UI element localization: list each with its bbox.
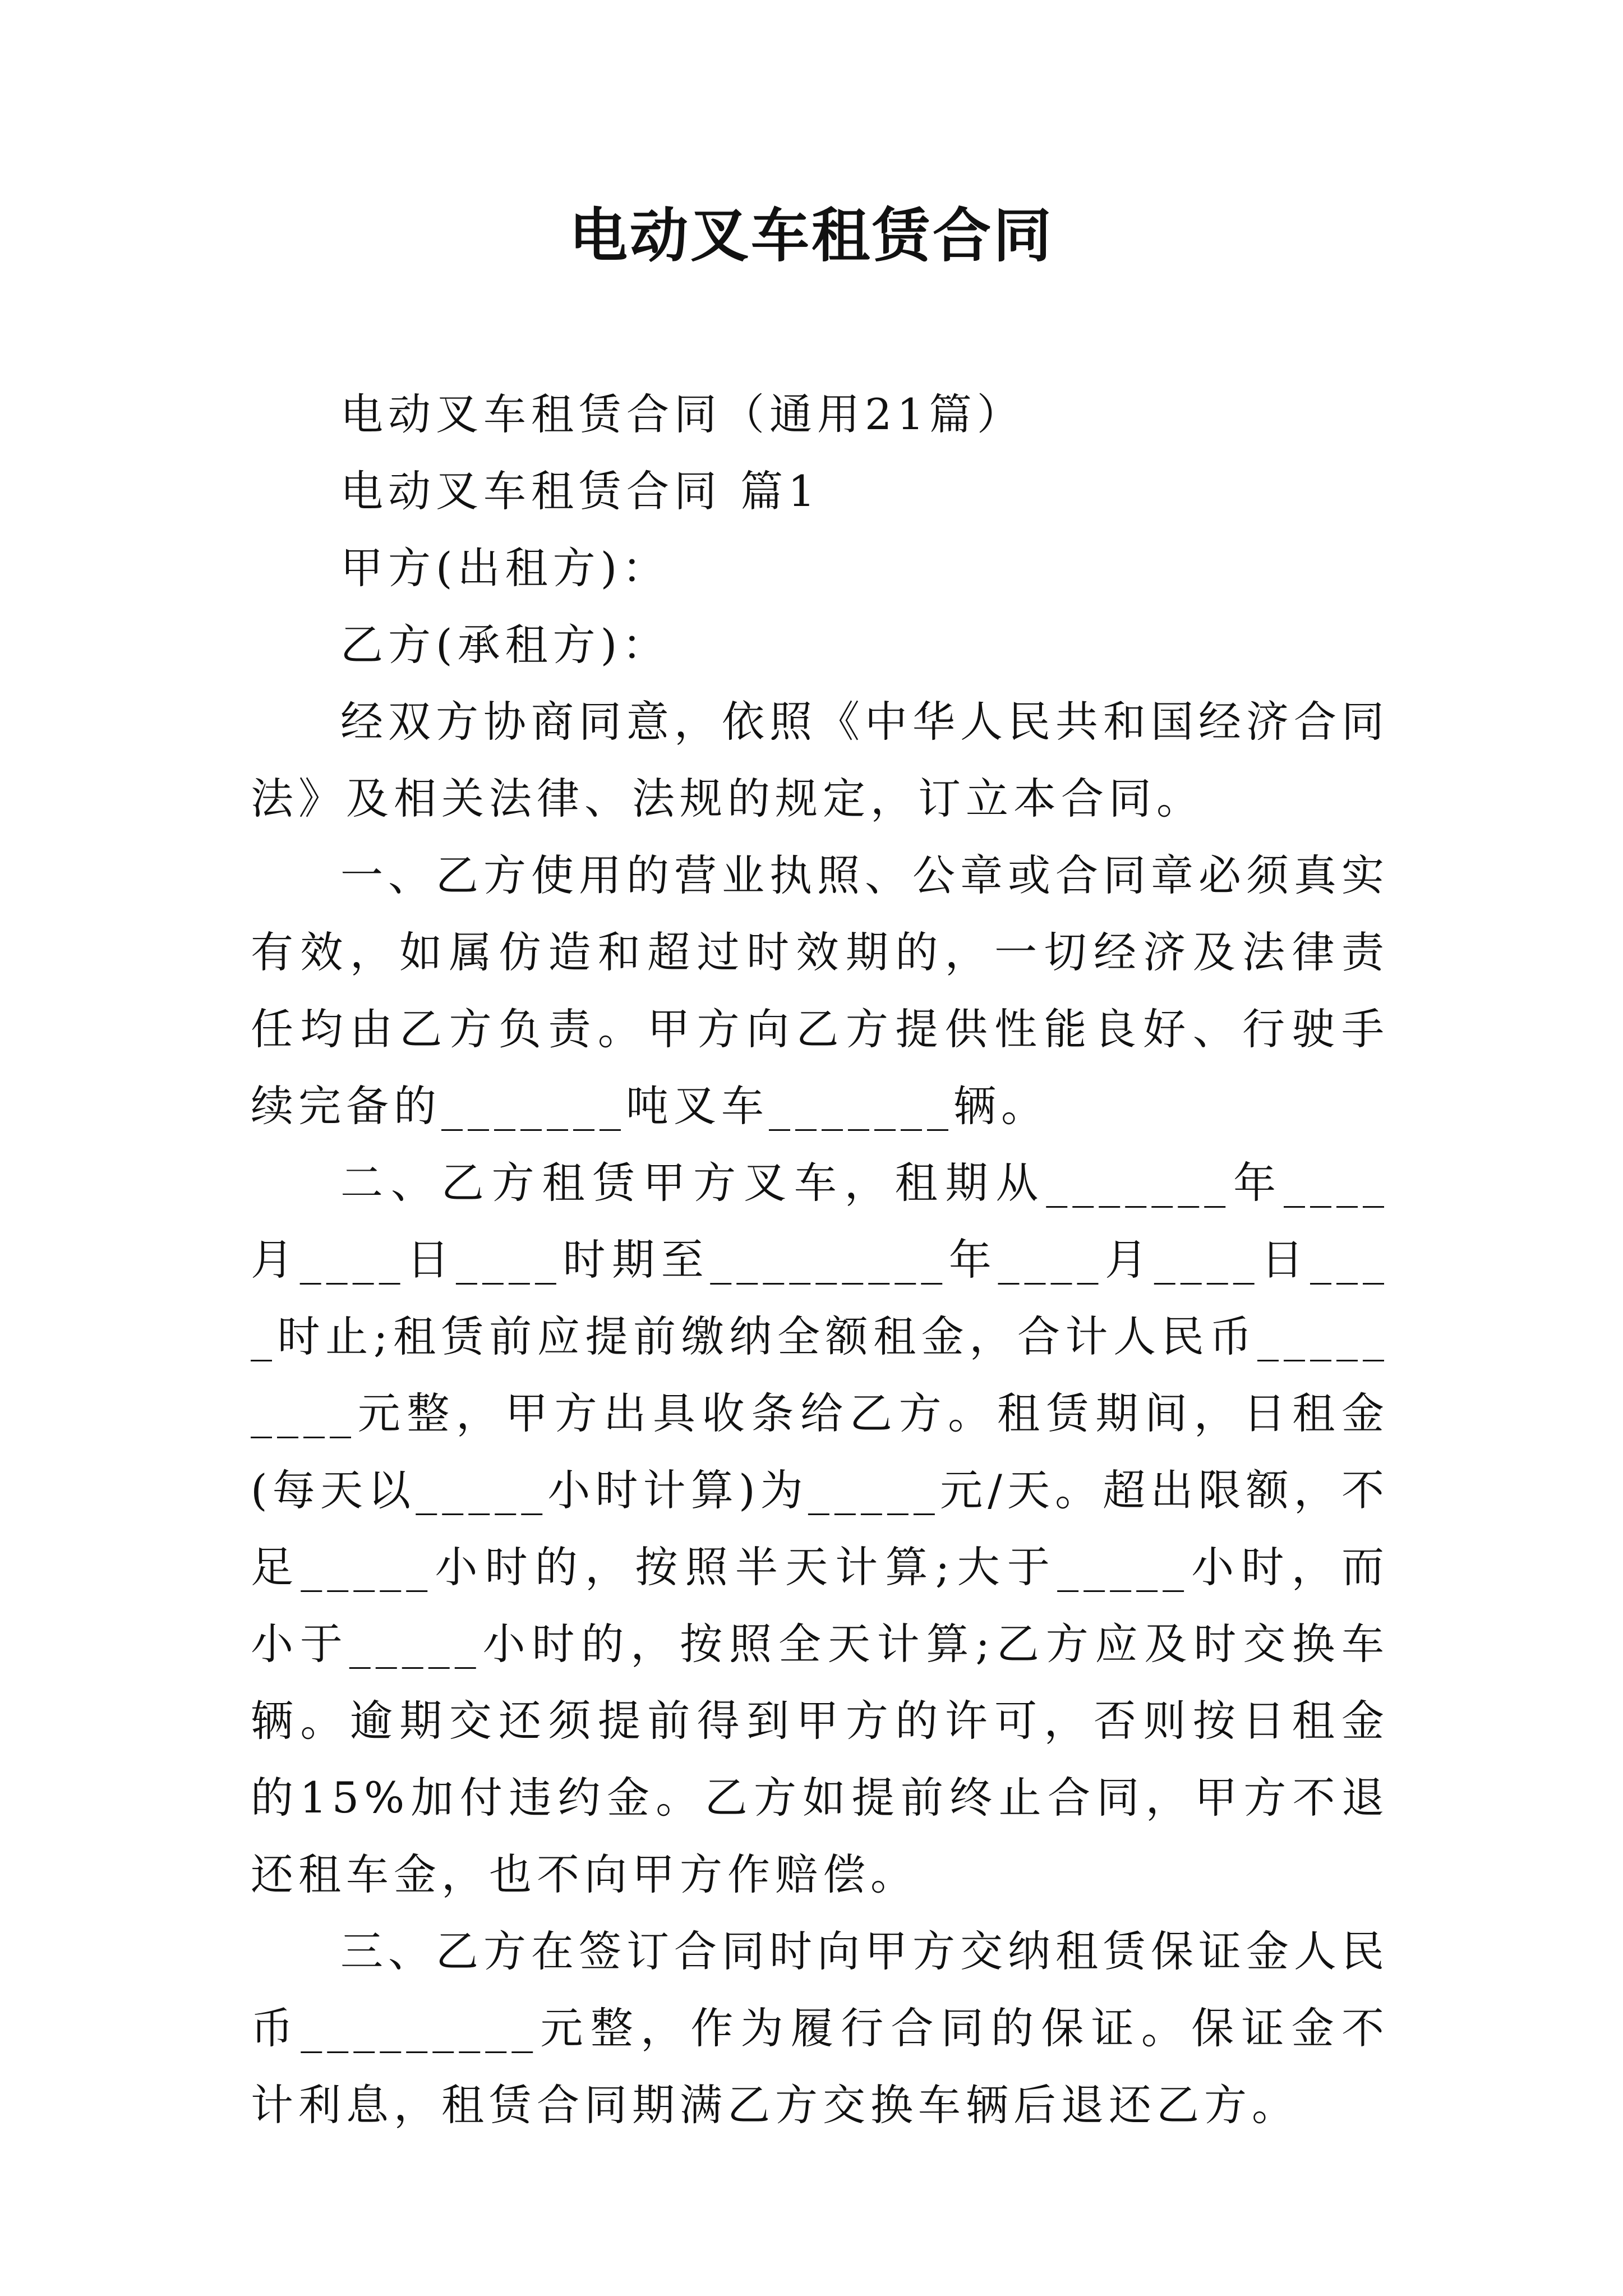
document-subtitle: 电动叉车租赁合同（通用21篇） [340,389,1025,439]
section-heading: 电动叉车租赁合同 篇1 [340,466,820,516]
document-body [251,376,1389,2143]
paragraph-clause-2: 二、乙方租赁甲方叉车，租期从_______年____月____日____时期至_________年____月____日____时止;租赁前应提前缴纳全额租金，合计人民币_________元整，甲方出具收条给乙方。租赁期间，日租金(每天以_____小时计算)为_____元/天。超出限额，不足_____小时的，按照半天计算;大于_____小时，而小于_____小时的，按照全天计算;乙方应及时交换车辆。逾期交还须提前得到甲方的许可，否则按日租金的15%加付违约金。乙方如提前终止合同，甲方不退还租车金，也不向甲方作赔偿。 [251,1158,1389,1899]
party-a-line: 甲方(出租方)： [340,543,670,593]
paragraph-clause-3: 三、乙方在签订合同时向甲方交纳租赁保证金人民币_________元整，作为履行合同的保证。保证金不计利息，租赁合同期满乙方交换车辆后退还乙方。 [251,1926,1389,2130]
document-title: 电动叉车租赁合同 [569,201,1054,270]
party-b-line: 乙方(承租方)： [340,620,670,670]
paragraph-clause-1: 一、乙方使用的营业执照、公章或合同章必须真实有效，如属仿造和超过时效期的，一切经济及法律责任均由乙方负责。甲方向乙方提供性能良好、行驶手续完备的_______吨叉车_______辆。 [251,850,1389,1131]
paragraph-preamble: 经双方协商同意，依照《中华人民共和国经济合同法》及相关法律、法规的规定，订立本合同。 [251,697,1389,823]
